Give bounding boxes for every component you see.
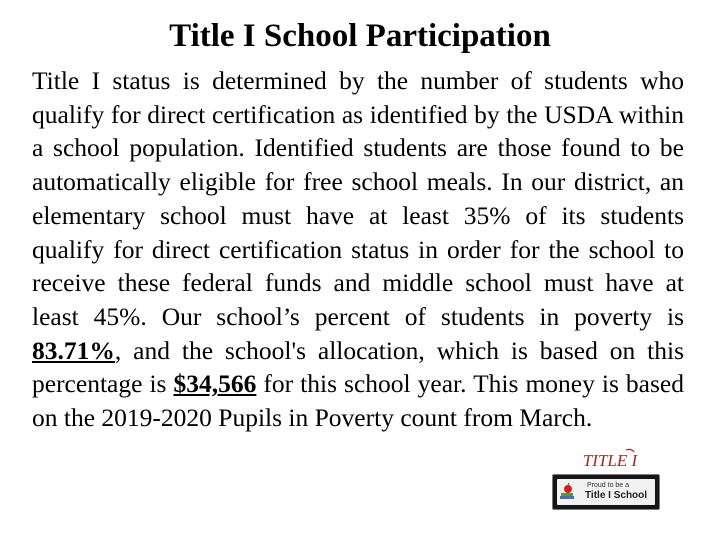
apple-shape xyxy=(564,485,572,493)
paragraph-text-1: Title I status is determined by the number of students who qualify for direct certification as identified by the USDA within a school population. Identified students are those found to be automatically eligible for free school meals. In our district, an elementary school must have at least 35% of its students qualify for direct certification status in order for the school to receive these federal funds and middle school must have at least 45%. Our school’s percent of students in poverty is xyxy=(32,66,684,331)
apple-books-icon xyxy=(559,483,581,503)
apple-stem xyxy=(568,483,569,485)
badge-proud-text: Proud to be a xyxy=(587,482,630,489)
book-bottom xyxy=(560,496,574,499)
paragraph-text-3: for this school year. This money is based on the 2019-2020 Pupils in Poverty count from March. xyxy=(32,369,684,433)
proud-title-i-badge xyxy=(552,474,660,510)
title-i-wordmark-text: TITLE I xyxy=(582,451,638,470)
allocation-value: $34,566 xyxy=(173,369,257,399)
body-paragraph xyxy=(32,64,684,435)
slide-title: Title I School Participation xyxy=(169,18,551,54)
badge-title-text: Title I School xyxy=(585,490,648,501)
title-i-wordmark-logo xyxy=(576,446,644,472)
poverty-percent-value: 83.71% xyxy=(32,335,115,365)
book-top xyxy=(561,493,573,496)
badge-inner-panel xyxy=(557,479,655,505)
paragraph-text-2: , and the school's allocation, which is based on this percentage is xyxy=(32,335,684,399)
